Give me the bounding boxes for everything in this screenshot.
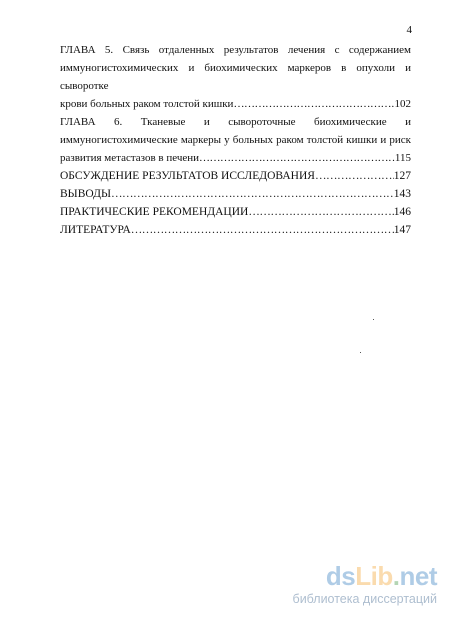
toc-leader-dots	[233, 95, 394, 113]
toc-entry-conclusions	[60, 185, 411, 203]
toc-line-text: крови больных раком толстой кишки	[60, 98, 234, 110]
watermark-subtitle: библиотека диссертаций	[292, 592, 437, 606]
toc-line: иммуногистохимических и биохимических маркеров в опухоли и сыворотке	[60, 62, 411, 92]
logo-part-ds: ds	[325, 561, 356, 591]
toc-leader-dots	[248, 203, 393, 221]
toc-line-text: ЛИТЕРАТУРА	[60, 224, 131, 236]
toc-line-text: развития метастазов в печени	[60, 152, 200, 164]
toc-page-number: 143	[393, 188, 411, 200]
logo-part-lib: Lib	[355, 561, 393, 591]
table-of-contents	[60, 41, 411, 239]
logo-part-net: net	[399, 561, 437, 591]
toc-page-number: 115	[394, 152, 411, 164]
toc-page-number: 127	[393, 170, 411, 182]
toc-page-number: 146	[393, 206, 411, 218]
toc-page-number: 147	[393, 224, 411, 236]
dslib-watermark	[262, 562, 437, 610]
toc-line	[60, 95, 411, 113]
toc-entry-recommendations	[60, 203, 411, 221]
scan-speck	[360, 352, 361, 353]
toc-line	[60, 149, 411, 167]
toc-line: ГЛАВА 6. Тканевые и сывороточные биохимические и	[60, 116, 411, 128]
dslib-logo	[326, 562, 437, 590]
toc-leader-dots	[111, 185, 394, 203]
scan-speck	[373, 319, 374, 320]
toc-entry-literature	[60, 221, 411, 239]
toc-entry-chapter-5	[60, 41, 411, 113]
toc-line-text: ПРАКТИЧЕСКИЕ РЕКОМЕНДАЦИИ	[60, 206, 249, 218]
logo-part-dot: .	[392, 561, 400, 591]
toc-entry-discussion	[60, 167, 411, 185]
toc-line-text: ОБСУЖДЕНИЕ РЕЗУЛЬТАТОВ ИССЛЕДОВАНИЯ	[60, 170, 315, 182]
toc-leader-dots	[315, 167, 394, 185]
toc-line: ГЛАВА 5. Связь отдаленных результатов лечения с содержанием	[60, 44, 411, 56]
toc-line-text: ВЫВОДЫ	[60, 188, 111, 200]
toc-leader-dots	[199, 149, 395, 167]
toc-line: иммуногистохимические маркеры у больных раком толстой кишки и риск	[60, 134, 411, 146]
toc-page-number: 102	[394, 98, 411, 110]
toc-leader-dots	[131, 221, 394, 239]
toc-entry-chapter-6	[60, 113, 411, 167]
page-number: 4	[406, 24, 412, 36]
